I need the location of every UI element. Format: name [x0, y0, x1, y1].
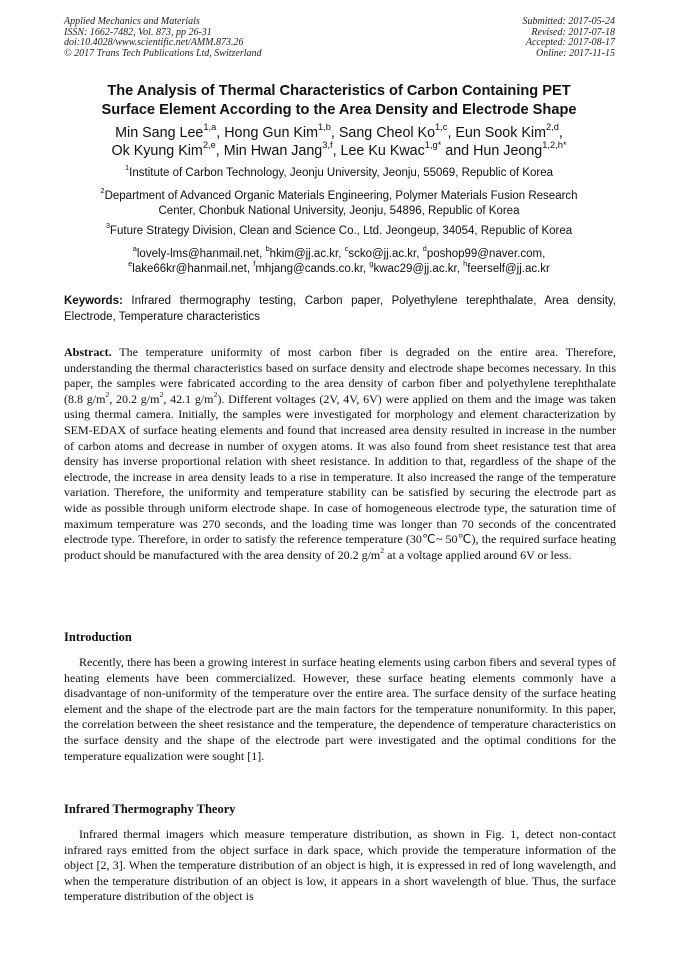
email-mark: b [265, 244, 270, 254]
journal-name: Applied Mechanics and Materials [64, 16, 200, 27]
author-name: Lee Ku Kwac [340, 143, 425, 159]
title-line: The Analysis of Thermal Characteristics of Carbon Containing PET [107, 83, 571, 99]
author-affil-mark: 3,f [322, 140, 333, 151]
email-address: hkim@jj.ac.kr [269, 248, 339, 260]
author-list [30, 124, 648, 160]
journal-issn: ISSN: 1662-7482, Vol. 873, pp 26-31 [64, 26, 212, 38]
superscript: 2 [380, 545, 385, 555]
email-address: scko@jj.ac.kr [348, 248, 417, 260]
author-name: Hun Jeong [473, 143, 543, 159]
email-mark: a [132, 244, 137, 254]
abstract-text: ). Different voltages (2V, 4V, 6V) were applied on them and the image was taken using thermal camera. Initially, the samples were investigated for morphology and element characterization by SEM-EDAX of surface heating elements and found that increased area density resulted in increase in the number of carbon atoms and decrease in number of oxygen atoms. It was also found from sheet resistance test that area density has inverse proportional relation with sheet resistance. In addition to that, regardless of the shape of the electrode, the increase in area density leads to a rise in temperature. It also increased the range of the temperature variation. Therefore, the uniformity and temperature stability can be satisfied by securing the electrode part as wide as possible through uniform electrode shape. In case of homogeneous electrode type, the saturation time of maximum temperature was 270 seconds, and the loading time was longer than 70 seconds of the concentrated electrode type. Therefore, in order to satisfy the reference temperature (30℃~ 50℃), the required surface heating product should be manufactured with the area density of 20.2 g/m [64, 391, 617, 562]
affil-text: Department of Advanced Organic Materials Engineering, Polymer Materials Fusion Research [104, 190, 578, 202]
superscript: 2 [213, 390, 218, 400]
date-submitted: Submitted: 2017-05-24 [522, 16, 615, 27]
email-address: feerself@jj.ac.kr [467, 263, 550, 275]
keywords-text: Infrared thermography testing, Carbon paper, Polyethylene terephthalate, Area density, Electrode, Temperature characteristics [64, 295, 616, 323]
author-sep: and [441, 143, 474, 159]
author-sep: , [558, 125, 563, 141]
author-name: Min Hwan Jang [223, 143, 323, 159]
infrared-paragraph: Infrared thermal imagers which measure temperature distribution, as shown in Fig. 1, detect non-contact infrared rays emitted from the object surface in dark space, which provide the temperature information of the object [2, 3]. When the temperature distribution of an object is high, it is expressed in red of long wavelength, and when the temperature distribution of an object is low, it appears in a short wavelength of blue. Thus, the surface temperature distribution of the object is [64, 827, 616, 904]
abstract-text: at a voltage applied around 6V or less. [384, 547, 572, 562]
author-affil-mark: 1,2,h* [542, 140, 567, 151]
keywords [64, 294, 616, 325]
abstract-label: Abstract. [64, 345, 112, 359]
author-sep: , [215, 143, 224, 159]
email-line [30, 259, 648, 277]
keywords-label: Keywords: [64, 295, 123, 307]
journal-doi: doi:10.4028/www.scientific.net/AMM.873.26 [64, 37, 244, 48]
journal-copyright: © 2017 Trans Tech Publications Ltd, Switzerland [64, 47, 262, 59]
abstract-text: , 42.1 g/m [163, 391, 214, 406]
date-online: Online: 2017-11-15 [536, 47, 615, 59]
email-address: kwac29@jj.ac.kr [373, 263, 457, 275]
title-line: Surface Element According to the Area Density and Electrode Shape [101, 102, 577, 118]
email-mark: h [463, 259, 468, 269]
email-mark: d [422, 244, 427, 254]
author-line [30, 142, 648, 160]
email-mark: c [344, 244, 349, 254]
affil-text: Future Strategy Division, Clean and Science Co., Ltd. Jeongeup, 34054, Republic of Korea [109, 225, 573, 237]
abstract-text: The temperature uniformity of most carbon fiber is degraded on the entire area. Therefore, understanding the thermal characteristics based on surface density and electrode shape becomes necessary. In this paper, the samples were fabricated according to the area density of carbon fiber and polyethylene terephthalate (8.8 g/m [64, 345, 616, 406]
author-affil-mark: 1,a [203, 122, 217, 133]
email-sep: , [362, 263, 370, 275]
introduction-paragraph: Recently, there has been a growing interest in surface heating elements using carbon fibers and several types of heating elements have been commercialized. However, these surface heating elements commonly have a disadvantage of non-uniformity of the temperature over the entire area. The surface density of the surface heating element and the shape of the electrode part are the main factors for the temperature nonuniformity. In this paper, the correlation between the sheet resistance and the temperature, the dependence of temperature characteristics on the surface density and the shape of the electrode part were investigated and the optimal conditions for the temperature equalization were sought [1]. [64, 655, 616, 763]
date-revised: Revised: 2017-07-18 [531, 26, 615, 38]
author-name: Min Sang Lee [115, 125, 204, 141]
author-sep: , [447, 125, 456, 141]
email-address: poshop99@naver.com [426, 248, 543, 260]
affil-number: 2 [100, 186, 105, 196]
affil-text-cont: Center, Chonbuk National University, Jeonju, 54896, Republic of Korea [158, 205, 520, 217]
email-sep: , [542, 248, 546, 260]
email-line [30, 244, 648, 262]
author-affil-mark: 1,c [435, 122, 448, 133]
author-affil-mark: 2,d [545, 122, 559, 133]
affiliation-3 [30, 221, 648, 239]
affil-text: Institute of Carbon Technology, Jeonju University, Jeonju, 55069, Republic of Korea [129, 167, 553, 179]
email-sep: , [338, 248, 345, 260]
date-accepted: Accepted: 2017-08-17 [525, 37, 615, 48]
author-name: Hong Gun Kim [224, 125, 318, 141]
email-mark: g [369, 259, 374, 269]
affil-number: 1 [125, 163, 130, 173]
email-address: lovely-lms@hanmail.net [136, 248, 260, 260]
author-affil-mark: 2,e [202, 140, 216, 151]
email-sep: , [246, 263, 254, 275]
abstract [64, 345, 616, 563]
author-sep: , [330, 125, 339, 141]
affiliation-1 [30, 163, 648, 181]
affiliation-2 [30, 186, 648, 219]
author-name: Ok Kyung Kim [111, 143, 203, 159]
email-mark: f [253, 259, 256, 269]
abstract-text: , 20.2 g/m [109, 391, 160, 406]
publication-dates [523, 17, 616, 59]
email-address: mhjang@cands.co.kr [255, 263, 363, 275]
email-sep: , [416, 248, 423, 260]
journal-info [64, 17, 262, 59]
author-sep: , [216, 125, 225, 141]
author-name: Sang Cheol Ko [338, 125, 436, 141]
author-affil-mark: 1,b [318, 122, 331, 133]
superscript: 2 [159, 390, 164, 400]
section-heading-infrared: Infrared Thermography Theory [64, 802, 236, 816]
email-sep: , [259, 248, 266, 260]
email-mark: e [128, 259, 133, 269]
superscript: 2 [105, 390, 110, 400]
section-heading-introduction: Introduction [64, 630, 132, 644]
email-list [30, 244, 648, 277]
affil-number: 3 [105, 221, 110, 231]
author-affil-mark: 1,g* [424, 140, 442, 151]
author-name: Eun Sook Kim [455, 125, 546, 141]
author-sep: , [332, 143, 341, 159]
paper-title [40, 82, 638, 120]
email-sep: , [456, 263, 464, 275]
email-address: lake66kr@hanmail.net [132, 263, 247, 275]
